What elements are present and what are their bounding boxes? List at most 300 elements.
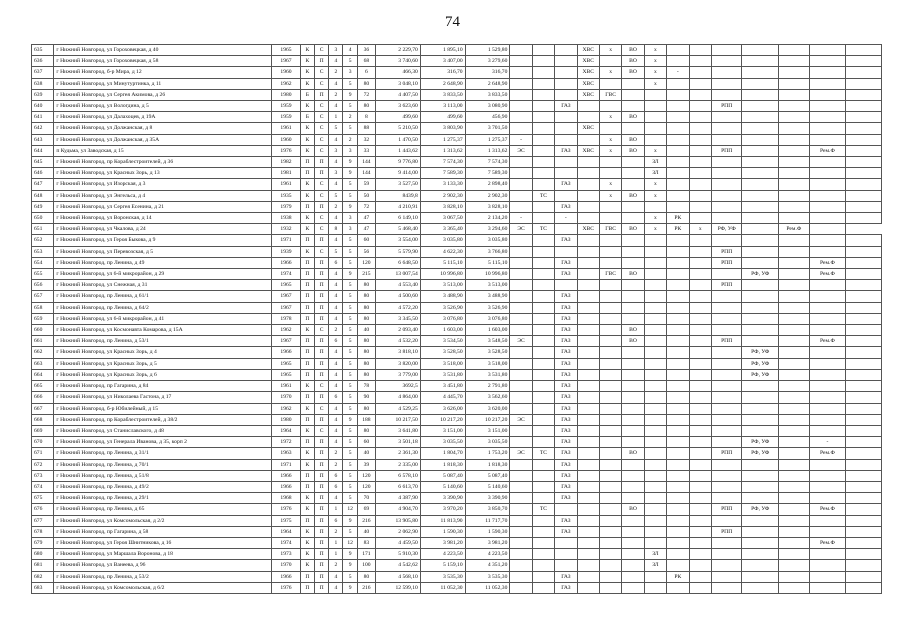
table-cell [532, 347, 554, 358]
table-cell [711, 358, 742, 369]
table-cell: ГАЗ [555, 381, 577, 392]
table-cell [510, 246, 532, 257]
table-cell [644, 459, 666, 470]
table-cell: 10 217,50 [376, 414, 421, 425]
table-cell [846, 157, 882, 168]
table-cell [555, 67, 577, 78]
table-cell: К [300, 78, 314, 89]
table-cell: С [314, 190, 328, 201]
table-cell: г Нижний Новгород, ул Красных Зорь, д 6 [54, 369, 272, 380]
table-cell [809, 291, 846, 302]
table-cell [742, 313, 779, 324]
table-cell: г Нижний Новгород, ул Комсомольская, д 6/2 [54, 582, 272, 593]
table-cell [689, 336, 711, 347]
table-cell [577, 157, 599, 168]
table-cell [577, 414, 599, 425]
table-cell: 80 [357, 358, 375, 369]
table-cell: 3 488,90 [420, 291, 465, 302]
table-cell: 5 [343, 123, 357, 134]
table-cell: ВО [622, 504, 644, 515]
table-cell [622, 392, 644, 403]
table-cell [846, 403, 882, 414]
table-cell [510, 392, 532, 403]
table-cell [689, 493, 711, 504]
table-cell [779, 67, 810, 78]
table-cell [510, 123, 532, 134]
table-cell: - [510, 134, 532, 145]
table-cell [510, 582, 532, 593]
table-row [32, 291, 882, 302]
table-cell [599, 101, 621, 112]
table-cell [689, 325, 711, 336]
table-cell: 80 [357, 571, 375, 582]
table-cell [779, 481, 810, 492]
table-cell: г Нижний Новгород, б-р Юбилейный, д 15 [54, 403, 272, 414]
table-cell [779, 123, 810, 134]
table-cell: 3 035,50 [420, 437, 465, 448]
table-cell [599, 257, 621, 268]
table-cell: 636 [32, 56, 54, 67]
table-cell: г Нижний Новгород, пр Кораблестроителей, д 36 [54, 157, 272, 168]
table-cell: 3 [343, 213, 357, 224]
table-cell [689, 381, 711, 392]
table-cell: П [314, 571, 328, 582]
table-cell [599, 291, 621, 302]
table-cell [667, 448, 689, 459]
table-cell [532, 493, 554, 504]
table-cell [577, 325, 599, 336]
table-cell [689, 101, 711, 112]
table-cell [555, 537, 577, 548]
table-cell [532, 291, 554, 302]
table-cell: П [314, 515, 328, 526]
table-cell: 1974 [272, 269, 301, 280]
table-cell: 1973 [272, 549, 301, 560]
table-row [32, 190, 882, 201]
table-cell: - [667, 67, 689, 78]
table-cell: 3 620,00 [465, 403, 510, 414]
table-cell: 4 [329, 101, 343, 112]
table-cell [667, 168, 689, 179]
table-cell [846, 358, 882, 369]
table-cell [532, 403, 554, 414]
table-cell [667, 145, 689, 156]
table-cell [622, 515, 644, 526]
table-cell: 10 217,20 [420, 414, 465, 425]
table-cell: г Нижний Новгород, ул Героя Быкова, д 9 [54, 235, 272, 246]
table-cell: х [644, 213, 666, 224]
table-cell: 679 [32, 537, 54, 548]
table-cell [711, 381, 742, 392]
table-cell: РПП [711, 101, 742, 112]
table-cell: 216 [357, 515, 375, 526]
table-cell [644, 112, 666, 123]
table-cell: г Нижний Новгород, ул Воронская, д 14 [54, 213, 272, 224]
table-cell [742, 336, 779, 347]
table-cell: 3 701,50 [465, 123, 510, 134]
table-cell [711, 347, 742, 358]
table-cell [742, 537, 779, 548]
table-cell: 1966 [272, 571, 301, 582]
table-cell: 1979 [272, 201, 301, 212]
table-cell: ТС [532, 190, 554, 201]
table-cell [599, 213, 621, 224]
table-cell: П [314, 526, 328, 537]
table-cell: 4 445,70 [420, 392, 465, 403]
table-cell: 3 527,50 [376, 179, 421, 190]
table-cell [779, 493, 810, 504]
table-cell: 47 [357, 224, 375, 235]
table-cell: 3 [343, 145, 357, 156]
table-cell [846, 112, 882, 123]
table-cell [532, 145, 554, 156]
table-cell [622, 381, 644, 392]
table-cell [667, 425, 689, 436]
table-row [32, 56, 882, 67]
table-cell: 680 [32, 549, 54, 560]
table-cell [532, 437, 554, 448]
table-cell [667, 179, 689, 190]
table-cell [779, 381, 810, 392]
table-cell [742, 280, 779, 291]
table-cell: РФ, УФ [742, 369, 779, 380]
table-cell: 5 [343, 381, 357, 392]
table-cell [510, 101, 532, 112]
table-cell: 7 589,30 [420, 168, 465, 179]
table-cell: 10 217,20 [465, 414, 510, 425]
table-cell [577, 313, 599, 324]
table-cell: К [300, 246, 314, 257]
table-cell: 7 574,30 [420, 157, 465, 168]
table-cell [667, 403, 689, 414]
table-cell: 653 [32, 246, 54, 257]
table-cell: РПП [711, 246, 742, 257]
table-cell: П [314, 369, 328, 380]
table-cell: 6 [329, 470, 343, 481]
table-cell: Б [300, 112, 314, 123]
table-cell: г Нижний Новгород, ул Станиславского, д 48 [54, 425, 272, 436]
table-cell: 5 [343, 470, 357, 481]
table-cell [577, 336, 599, 347]
table-cell [532, 213, 554, 224]
table-cell [644, 358, 666, 369]
table-cell [689, 201, 711, 212]
table-cell: П [300, 392, 314, 403]
table-cell: 667 [32, 403, 54, 414]
table-cell: х [644, 78, 666, 89]
table-cell [846, 504, 882, 515]
table-cell: 1982 [272, 157, 301, 168]
table-cell [532, 157, 554, 168]
table-cell [667, 470, 689, 481]
table-cell [846, 381, 882, 392]
table-cell [599, 526, 621, 537]
table-cell: 4 [329, 414, 343, 425]
table-cell [809, 470, 846, 481]
table-cell [809, 123, 846, 134]
table-cell: г Нижний Новгород, ул Далахоцев, д 19А [54, 112, 272, 123]
table-cell: 1938 [272, 213, 301, 224]
table-cell: 1968 [272, 493, 301, 504]
table-cell [711, 89, 742, 100]
table-cell: 3 535,30 [465, 571, 510, 582]
table-cell [510, 549, 532, 560]
table-cell [667, 123, 689, 134]
table-cell: 3 526,90 [420, 302, 465, 313]
table-cell [532, 414, 554, 425]
table-cell: 1972 [272, 437, 301, 448]
table-cell [577, 280, 599, 291]
table-cell [779, 392, 810, 403]
table-cell: 671 [32, 448, 54, 459]
table-cell [689, 145, 711, 156]
table-cell: 3 818,10 [376, 347, 421, 358]
table-cell: 3 390,90 [465, 493, 510, 504]
table-cell: 1966 [272, 257, 301, 268]
table-cell [809, 313, 846, 324]
table-cell [510, 168, 532, 179]
table-cell [622, 78, 644, 89]
table-cell: х [599, 134, 621, 145]
table-cell [510, 358, 532, 369]
table-cell: 2 062,90 [376, 526, 421, 537]
table-cell [689, 123, 711, 134]
table-cell: 1 [329, 112, 343, 123]
table-cell: г Нижний Новгород, пр Гагарина, д 58 [54, 526, 272, 537]
table-cell [689, 481, 711, 492]
table-cell [711, 213, 742, 224]
table-cell: 4 [329, 78, 343, 89]
table-cell [510, 112, 532, 123]
table-cell [599, 336, 621, 347]
table-cell: г Нижний Новгород, ул Гороховецкая, д 40 [54, 45, 272, 56]
table-cell [599, 392, 621, 403]
table-cell [779, 257, 810, 268]
table-cell [689, 280, 711, 291]
table-cell: 3 [329, 168, 343, 179]
table-cell: ХВС [577, 224, 599, 235]
table-cell [809, 358, 846, 369]
table-cell: 643 [32, 134, 54, 145]
table-cell: 3 531,80 [420, 369, 465, 380]
table-cell: 40 [357, 448, 375, 459]
table-cell: К [300, 67, 314, 78]
table-cell [742, 67, 779, 78]
table-row [32, 414, 882, 425]
table-cell: 646 [32, 168, 54, 179]
table-cell: П [314, 448, 328, 459]
table-cell [689, 392, 711, 403]
table-cell [779, 78, 810, 89]
table-cell: 5 115,10 [465, 257, 510, 268]
table-cell: Рем.Ф [809, 257, 846, 268]
table-cell [711, 470, 742, 481]
table-cell [711, 190, 742, 201]
table-cell: 4 [329, 358, 343, 369]
table-cell: ВО [622, 190, 644, 201]
table-cell: г Нижний Новгород, ул Героя Шнитникова, д 16 [54, 537, 272, 548]
table-cell: г Нижний Новгород, ул Красных Зорь, д 13 [54, 168, 272, 179]
table-cell: 1939 [272, 246, 301, 257]
table-cell [779, 437, 810, 448]
table-cell [644, 481, 666, 492]
table-cell [689, 257, 711, 268]
table-cell: 2 093,40 [376, 325, 421, 336]
table-cell: г Нижний Новгород, ул Должанская, д 35А [54, 134, 272, 145]
table-cell [667, 280, 689, 291]
table-cell: ГАЗ [555, 582, 577, 593]
table-cell [689, 56, 711, 67]
table-cell: 4 [329, 302, 343, 313]
table-cell [779, 325, 810, 336]
table-cell: 1967 [272, 336, 301, 347]
table-cell [742, 302, 779, 313]
table-cell [577, 235, 599, 246]
table-cell: 3 [343, 67, 357, 78]
table-cell: 4 [329, 213, 343, 224]
table-cell: 5 [343, 246, 357, 257]
table-cell: 8 [357, 112, 375, 123]
table-cell: 1971 [272, 235, 301, 246]
table-cell: ГАЗ [555, 302, 577, 313]
table-row [32, 425, 882, 436]
table-cell: 120 [357, 470, 375, 481]
table-cell [711, 493, 742, 504]
table-cell: ВО [622, 336, 644, 347]
table-cell: ГВС [599, 269, 621, 280]
table-cell [809, 571, 846, 582]
table-cell: 665 [32, 381, 54, 392]
table-cell [689, 515, 711, 526]
table-cell [689, 302, 711, 313]
table-cell: П [300, 291, 314, 302]
table-row [32, 560, 882, 571]
table-cell [622, 537, 644, 548]
table-cell: 144 [357, 168, 375, 179]
table-cell [779, 560, 810, 571]
table-cell [577, 246, 599, 257]
table-cell [742, 549, 779, 560]
table-cell [644, 425, 666, 436]
table-cell: РФ, УФ [711, 224, 742, 235]
table-cell: 2 648,90 [420, 78, 465, 89]
table-cell: 2 335,00 [376, 459, 421, 470]
table-cell: П [314, 201, 328, 212]
table-cell [809, 78, 846, 89]
table-cell: РПП [711, 280, 742, 291]
table-cell [667, 504, 689, 515]
table-cell [846, 313, 882, 324]
table-row [32, 89, 882, 100]
table-cell [846, 213, 882, 224]
table-cell: 2 791,80 [465, 381, 510, 392]
table-cell: г Нижний Новгород, пр Ленина, д 49/2 [54, 481, 272, 492]
table-cell: 1962 [272, 78, 301, 89]
table-cell [846, 392, 882, 403]
table-cell [577, 112, 599, 123]
table-cell: 9 [343, 89, 357, 100]
table-cell: П [314, 56, 328, 67]
table-cell [846, 470, 882, 481]
table-cell [742, 213, 779, 224]
table-cell [577, 493, 599, 504]
table-cell: 4 532,20 [376, 336, 421, 347]
table-cell [532, 325, 554, 336]
table-cell [622, 549, 644, 560]
table-cell: ТС [532, 224, 554, 235]
table-cell [622, 280, 644, 291]
table-cell: 6 [329, 515, 343, 526]
table-cell: 1978 [272, 313, 301, 324]
table-cell: 3 [343, 224, 357, 235]
table-cell: С [314, 123, 328, 134]
table-cell [532, 358, 554, 369]
table-cell: 1 [329, 549, 343, 560]
table-cell [846, 78, 882, 89]
table-cell [742, 145, 779, 156]
table-cell: 3 828,10 [465, 201, 510, 212]
table-cell: г Нижний Новгород, пр Ленина, д 64/2 [54, 302, 272, 313]
table-cell [689, 537, 711, 548]
table-cell: 3 067,50 [420, 213, 465, 224]
table-cell [532, 459, 554, 470]
table-cell: П [314, 291, 328, 302]
table-cell [809, 392, 846, 403]
table-cell: К [300, 134, 314, 145]
table-cell: 11 052,30 [465, 582, 510, 593]
table-cell [510, 403, 532, 414]
table-cell: 7 589,30 [465, 168, 510, 179]
table-cell [846, 179, 882, 190]
table-cell: 1 [329, 504, 343, 515]
table-cell [742, 392, 779, 403]
table-cell: 1 804,70 [420, 448, 465, 459]
table-cell: г Нижний Новгород, ул Комсомольская, д 2/2 [54, 515, 272, 526]
table-cell: 4 568,10 [376, 571, 421, 582]
table-cell: 5 910,30 [376, 549, 421, 560]
table-cell: 647 [32, 179, 54, 190]
table-cell [779, 56, 810, 67]
table-cell: П [300, 313, 314, 324]
table-cell: 668 [32, 414, 54, 425]
table-cell: РПП [711, 257, 742, 268]
table-cell [742, 190, 779, 201]
table-cell: П [314, 257, 328, 268]
table-cell: г Нижний Новгород, ул Вологдина, д 5 [54, 101, 272, 112]
table-cell [689, 470, 711, 481]
table-cell [711, 515, 742, 526]
table-cell: П [314, 280, 328, 291]
table-cell [809, 179, 846, 190]
table-cell: 3 501,18 [376, 437, 421, 448]
table-cell [599, 470, 621, 481]
table-cell [846, 101, 882, 112]
table-cell: С [314, 45, 328, 56]
table-cell [742, 224, 779, 235]
table-cell [667, 56, 689, 67]
table-cell: ВО [622, 224, 644, 235]
table-cell: Рем.Ф [809, 448, 846, 459]
table-cell [846, 190, 882, 201]
table-cell [510, 381, 532, 392]
table-cell [510, 425, 532, 436]
table-cell: 60 [357, 235, 375, 246]
table-cell: 3 035,80 [420, 235, 465, 246]
table-cell: 78 [357, 381, 375, 392]
table-cell: 1961 [272, 381, 301, 392]
table-cell [510, 269, 532, 280]
table-cell: ГАЗ [555, 448, 577, 459]
